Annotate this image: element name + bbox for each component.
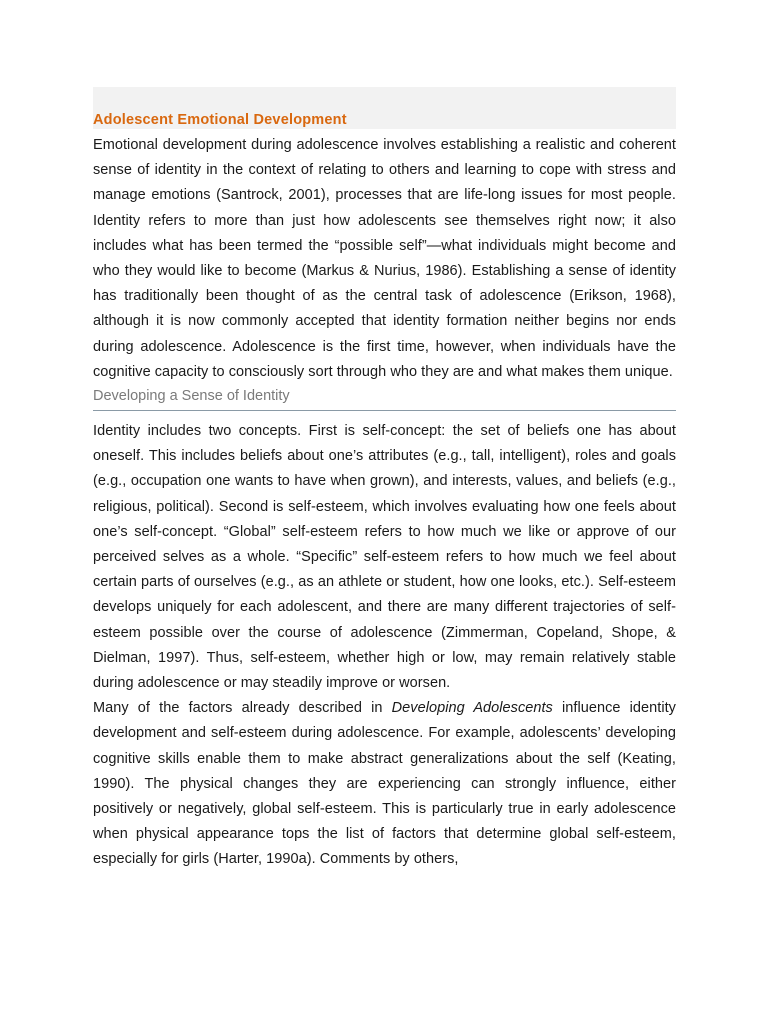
subsection-paragraph: Identity includes two concepts. First is self-concept: the set of beliefs one has about oneself. This includes beliefs about one’s attributes (e.g., tall, intelligent), roles and goals (e.g., occupation one wants to have when grown), and interests, values, and beliefs (e.g., religious, political). Second is self-esteem, which involves evaluating how one feels about one’s self-concept. “Global” self-esteem refers to how much we like or approve of our perceived selves as a whole. “Specific” self-esteem refers to how much we feel about certain parts of ourselves (e.g., as an athlete or student, how one looks, etc.). Self-esteem develops uniquely for each adolescent, and there are many different trajectories of self-esteem possible over the course of adolescence (Zimmerman, Copeland, Shope, & Dielman, 1997). Thus, self-esteem, whether high or low, may remain relatively stable during adolescence or may steadily improve or worsen. xyxy=(93,423,676,692)
section-heading-band xyxy=(93,87,676,129)
section-title: Adolescent Emotional Development xyxy=(93,112,347,128)
subsection-paragraph-2 xyxy=(93,696,676,872)
document-page xyxy=(93,87,676,873)
paragraph-lead-text: Many of the factors already described in xyxy=(93,700,392,717)
subsection-title: Developing a Sense of Identity xyxy=(93,385,676,411)
section-paragraph: Emotional development during adolescence involves establishing a realistic and coherent sense of identity in the context of relating to others and learning to cope with stress and manage emotions (Santrock, 2001), processes that are life-long issues for most people. Identity refers to more than just how adolescents see themselves right now; it also includes what has been termed the “possible self”—what individuals might become and who they would like to become (Markus & Nurius, 1986). Establishing a sense of identity has traditionally been thought of as the central task of adolescence (Erikson, 1968), although it is now commonly accepted that identity formation neither begins nor ends during adolescence. Adolescence is the first time, however, when individuals have the cognitive capacity to consciously sort through who they are and what makes them unique. xyxy=(93,137,676,380)
paragraph-rest-text: influence identity development and self-esteem during adolescence. For example, adolescents’ developing cognitive skills enable them to make abstract generalizations about the self (Keating, 1990). The physical changes they are experiencing can strongly influence, either positively or negatively, global self-esteem. This is particularly true in early adolescence when physical appearance tops the list of factors that determine global self-esteem, especially for girls (Harter, 1990a). Comments by others, xyxy=(93,700,676,868)
book-title-italic: Developing Adolescents xyxy=(391,700,553,717)
